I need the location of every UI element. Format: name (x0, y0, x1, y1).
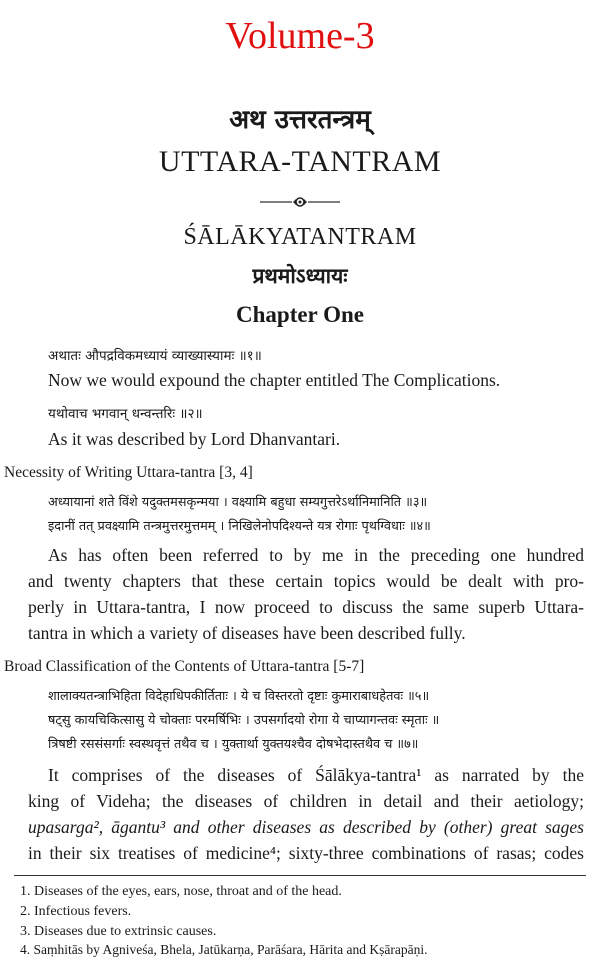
footnote-2: 2. Infectious fevers. (20, 904, 132, 919)
subtitle: ŚĀLĀKYATANTRAM (183, 224, 417, 250)
sanskrit-chapter-title: प्रथमोऽध्यायः (252, 263, 348, 288)
verse-1: अथातः औपद्रविकमध्यायं व्याख्यास्यामः ॥१॥ (48, 348, 262, 364)
verse-6: षट्सु कायचिकित्सासु ये चोक्ताः परमर्षिभिः । उपसर्गादयो रोगा ये चाप्यागन्तवः स्मृताः ॥ (48, 713, 440, 728)
footnote-3: 3. Diseases due to extrinsic causes. (20, 924, 217, 939)
paragraph-2-line: king of Videha; the diseases of children in detail and their aetiology; (28, 791, 584, 811)
paragraph-1-line: As has often been referred to by me in the preceding one hundred (48, 545, 584, 565)
paragraph-1-line: perly in Uttara-tantra, I now proceed to discuss the same superb Uttara- (28, 597, 584, 617)
paragraph-1-line: and twenty chapters that these certain topics would be dealt with pro- (28, 571, 584, 591)
ornament-divider-icon (230, 192, 370, 212)
volume-heading: Volume-3 (225, 15, 375, 57)
paragraph-2-line: upasarga², āgantu³ and other diseases as described by (other) great sages (28, 817, 584, 837)
section-heading-1: Necessity of Writing Uttara-tantra [3, 4] (4, 464, 253, 481)
footnote-1: 1. Diseases of the eyes, ears, nose, throat and of the head. (20, 884, 342, 899)
footnote-4: 4. Saṃhitās by Agniveśa, Bhela, Jatūkarṇa, Parāśara, Hārita and Kṣārapāṇi. (20, 942, 428, 957)
verse-7: त्रिषष्टी रससंसर्गाः स्वस्थवृत्तं तथैव च । युक्तार्था युक्तयश्चैव दोषभेदास्तथैव च ॥७॥ (48, 737, 419, 752)
translation-1: Now we would expound the chapter entitled The Complications. (48, 370, 501, 390)
paragraph-1-line: tantra in which a variety of diseases have been described fully. (28, 623, 466, 643)
sanskrit-title: अथ उत्तरतन्त्रम् (229, 105, 371, 135)
paragraph-2-line: in their six treatises of medicine⁴; sixty-three combinations of rasas; codes (28, 843, 584, 863)
verse-2: यथोवाच भगवान् धन्वन्तरिः ॥२॥ (48, 406, 203, 422)
verse-4: इदानीं तत् प्रवक्ष्यामि तन्त्रमुत्तरमुत्तमम् । निखिलेनोपदिश्यन्ते यत्र रोगाः पृथग्विधाः ॥४॥ (48, 519, 431, 534)
section-title: UTTARA-TANTRAM (158, 145, 442, 178)
paragraph-2-line: It comprises of the diseases of Śālākya-tantra¹ as narrated by the (48, 765, 584, 785)
section-heading-2: Broad Classification of the Contents of Uttara-tantra [5-7] (4, 658, 365, 675)
verse-5: शालाक्यतन्त्राभिहिता विदेहाधिपकीर्तिताः । ये च विस्तरतो दृष्टाः कुमाराबाधहेतवः ॥५॥ (48, 689, 430, 704)
chapter-title: Chapter One (236, 302, 364, 327)
translation-2: As it was described by Lord Dhanvantari. (48, 429, 341, 449)
verse-3: अध्यायानां शते विंशे यदुक्तमसकृन्मया । वक्ष्यामि बहुधा सम्यगुत्तरेऽर्थानिमानिति ॥३॥ (48, 495, 428, 510)
footnote-divider (14, 875, 586, 876)
